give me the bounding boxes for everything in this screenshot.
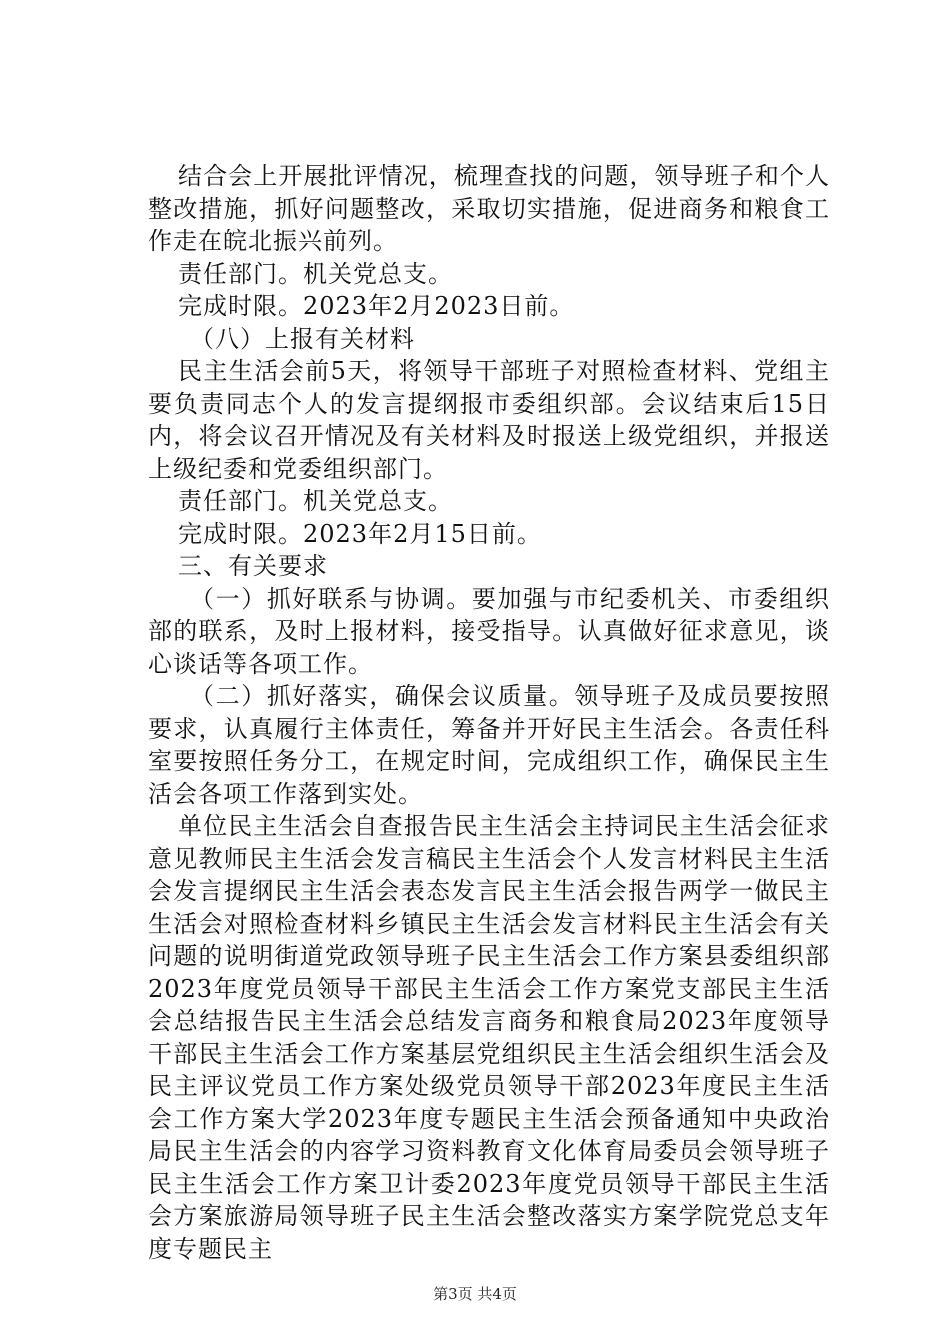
paragraph-responsible-dept-1: 责任部门。机关党总支。 bbox=[178, 259, 453, 288]
paragraph-related-titles: 单位民主生活会自查报告民主生活会主持词民主生活会征求意见教师民主生活会发言稿民主生活会个人发言材料民主生活会发言提纲民主生活会表态发言民主生活会报告两学一做民主生活会对照检查材料乡镇民主生活会发言材料民主生活会有关问题的说明街道党政领导班子民主生活会工作方案县委组织部2023年度党员领导干部民主生活会工作方案党支部民主生活会总结报告民主生活会总结发言商务和粮食局2023年度领导干部民主生活会工作方案基层党组织民主生活会组织生活会及民主评议党员工作方案处级党员领导干部2023年度民主生活会工作方案大学2023年度专题民主生活会预备通知中央政治局民主生活会的内容学习资料教育文化体育局委员会领导班子民主生活会工作方案卫计委2023年度党员领导干部民主生活会方案旅游局领导班子民主生活会整改落实方案学院党总支年度专题民主 bbox=[148, 812, 830, 1263]
section-heading-report-materials: （八）上报有关材料 bbox=[190, 324, 415, 353]
paragraph-responsible-dept-2: 责任部门。机关党总支。 bbox=[178, 487, 453, 515]
paragraph-deadline-1: 完成时限。2023年2月2023日前。 bbox=[178, 292, 575, 320]
paragraph-report-materials: 民主生活会前5天，将领导干部班子对照检查材料、党组主要负责同志个人的发言提纲报市委组织部。会议结束后15日内，将会议召开情况及有关材料及时报送上级党组织，并报送上级纪委和党委组织部门。 bbox=[148, 357, 830, 483]
paragraph-rectification: 结合会上开展批评情况，梳理查找的问题，领导班子和个人整改措施，抓好问题整改，采取切实措施，促进商务和粮食工作走在皖北振兴前列。 bbox=[148, 162, 830, 255]
section-heading-requirements: 三、有关要求 bbox=[178, 552, 328, 580]
paragraph-requirement-2: （二）抓好落实，确保会议质量。领导班子及成员要按照要求，认真履行主体责任，筹备并开好民主生活会。各责任科室要按照任务分工，在规定时间，完成组织工作，确保民主生活会各项工作落到实处。 bbox=[148, 682, 830, 808]
document-body bbox=[148, 160, 830, 1265]
paragraph-requirement-1: （一）抓好联系与协调。要加强与市纪委机关、市委组织部的联系，及时上报材料，接受指导。认真做好征求意见，谈心谈话等各项工作。 bbox=[148, 584, 830, 678]
paragraph-deadline-2: 完成时限。2023年2月15日前。 bbox=[178, 519, 542, 548]
page-number-footer: 第3页 共4页 bbox=[433, 1285, 517, 1303]
